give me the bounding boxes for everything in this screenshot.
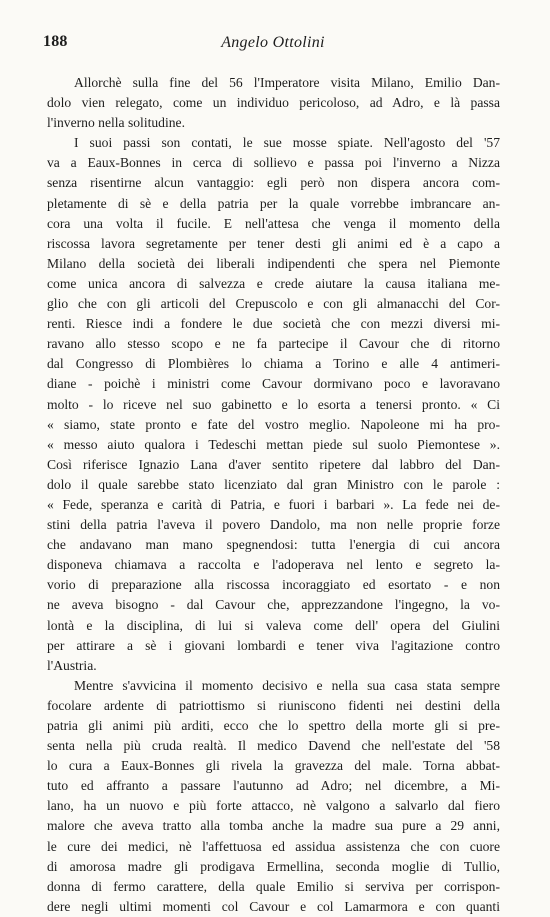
text-line: Allorchè sulla fine del 56 l'Imperatore visita Milano, Emilio Dan-: [74, 75, 500, 90]
text-line: « messo aiuto qualora i Tedeschi mettan piede sul suolo Piemontese ».: [47, 436, 500, 452]
text-line: lo cura a Eaux-Bonnes gli rivela la gravezza del male. Torna abbat-: [47, 758, 500, 774]
text-line: focolare ardente di patriottismo si riuniscono fidenti nei destini della: [47, 697, 500, 713]
text-line: senza risentirne alcun vantaggio: egli però non dispera ancora com-: [47, 175, 500, 191]
text-line: va a Eaux-Bonnes in cerca di sollievo e passa poi l'inverno a Nizza: [47, 155, 500, 171]
text-line: disponeva chiamava a raccolta e l'adoperava nel lento e segreto la-: [47, 557, 500, 573]
text-line: l'inverno nella solitudine.: [47, 115, 185, 131]
text-line: pletamente di sè e della patria per la quale vorrebbe imbrancare an-: [47, 195, 500, 211]
text-line: lano, ha un nuovo e più forte attacco, nè valgono a salvarlo dal fiero: [47, 798, 500, 814]
text-line: I suoi passi son contati, le sue mosse spiate. Nell'agosto del '57: [74, 135, 500, 151]
body-text: [47, 73, 500, 917]
text-line: di amorosa madre gli prodigava Ermellina, seconda moglie di Tullio,: [47, 858, 500, 874]
text-line: dere negli ultimi momenti col Cavour e col Lamarmora e con quanti: [47, 898, 500, 914]
text-line: riscossa lavora segretamente per tener desti gli animi ed è a capo a: [47, 235, 500, 251]
text-line: dal Congresso di Plombières lo chiama a Torino e alle 4 antimeri-: [47, 356, 500, 372]
text-line: Milano della società dei liberali indipendenti che spera nel Piemonte: [47, 255, 500, 271]
text-line: glio che con gli articoli del Crepuscolo e con gli almanacchi del Cor-: [47, 296, 500, 312]
text-line: « siamo, state pronto e fate del vostro meglio. Napoleone mi ha pro-: [47, 416, 500, 432]
text-line: molto - lo riceve nel suo gabinetto e lo esorta a tenersi pronto. « Ci: [47, 396, 500, 412]
page-number: 188: [43, 33, 68, 50]
text-line: lontà e la disciplina, di lui si valeva come dell' opera del Giulini: [47, 617, 500, 633]
text-line: patria gli animi più arditi, ecco che lo spettro della morte gli si pre-: [47, 718, 500, 733]
text-line: malore che aveva tratto alla tomba anche la madre sua pure a 29 anni,: [47, 818, 500, 834]
text-line: cora una volta il fucile. E nell'attesa che venga il momento della: [47, 215, 500, 231]
paragraph-3: [47, 676, 500, 917]
page-header: [43, 32, 503, 56]
text-line: « Fede, speranza e carità di Patria, e fuori i barbari ». La fede nei de-: [47, 496, 500, 512]
paragraph-1: [47, 73, 500, 133]
text-line: ravano allo stesso scopo e ne fa partecipe il Cavour che di ritorno: [47, 336, 500, 352]
text-line: dolo il quale sarebbe stato licenziato dal gran Ministro con le parole :: [47, 476, 500, 492]
text-line: dolo vien relegato, come un individuo pericoloso, ad Adro, e là passa: [47, 95, 500, 111]
running-head: Angelo Ottolini: [221, 34, 325, 51]
text-line: le cure dei medici, nè l'affettuosa ed assidua assistenza che con cuore: [47, 838, 500, 854]
text-line: senta nella più cruda realtà. Il medico Davend che nell'estate del '58: [47, 738, 500, 754]
text-line: l'Austria.: [47, 657, 97, 673]
text-line: come unica ancora di salvezza e crede aiutare la causa italiana me-: [47, 275, 500, 291]
text-line: vorio di preparazione alla riscossa incoraggiato ed esortato - e non: [47, 577, 500, 593]
paragraph-2: [47, 133, 500, 676]
text-line: Così riferisce Ignazio Lana d'aver sentito ripetere dal labbro del Dan-: [47, 456, 500, 472]
text-line: renti. Riesce indi a fondere le due società che con mezzi diversi mi-: [47, 316, 500, 332]
text-line: che andavano man mano spegnendosi: tutta l'energia di cui ancora: [47, 537, 500, 553]
text-line: per attirare a sè i giovani lombardi e tener viva l'agitazione contro: [47, 637, 500, 653]
text-line: tuto ed affranto a passare l'autunno ad Adro; nel dicembre, a Mi-: [47, 778, 500, 794]
text-line: diane - poichè i ministri come Cavour dormivano poco e lavoravano: [47, 376, 500, 392]
text-line: ne aveva bisogno - dal Cavour che, apprezzandone l'ingegno, la vo-: [47, 597, 500, 613]
text-line: Mentre s'avvicina il momento decisivo e nella sua casa stata sempre: [74, 677, 500, 693]
text-line: stini della patria l'aveva il povero Dandolo, ma non nelle proprie forze: [47, 517, 500, 533]
text-line: donna di fermo carattere, della quale Emilio si serviva per corrispon-: [47, 878, 500, 894]
